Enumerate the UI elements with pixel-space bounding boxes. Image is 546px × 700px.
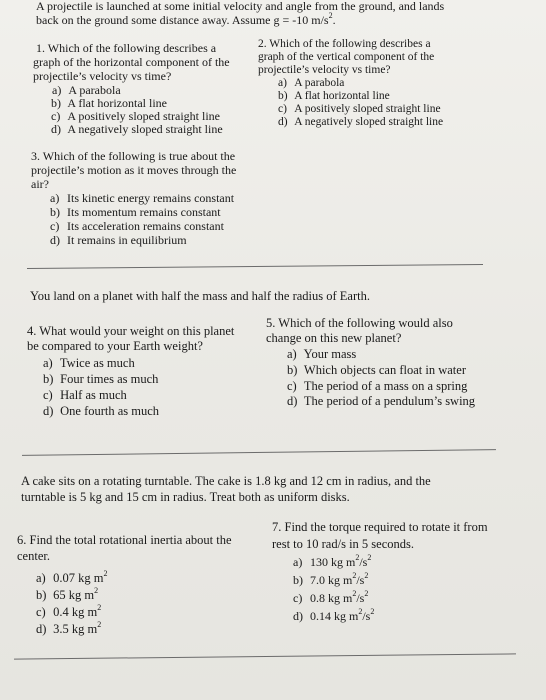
option-text: Your mass (303, 347, 357, 361)
q4-option-b (43, 373, 158, 386)
option-text: 7.0 kg m (310, 573, 353, 587)
option-text: It remains in equilibrium (67, 233, 187, 247)
option-label: c) (278, 103, 287, 115)
exponent: 2 (103, 568, 108, 578)
q7-option-c (293, 589, 369, 605)
option-label: a) (36, 571, 46, 585)
option-label: b) (51, 96, 61, 110)
option-label: d) (51, 122, 61, 136)
unit-tail: /s (362, 609, 371, 623)
option-text: The period of a pendulum’s swing (303, 394, 476, 408)
q1-line-3: projectile’s velocity vs time? (33, 69, 172, 83)
q7-option-d (293, 607, 375, 623)
q7-line-2: rest to 10 rad/s in 5 seconds. (272, 537, 414, 551)
q4-option-a (43, 357, 135, 370)
option-label: b) (278, 90, 288, 102)
q6-option-a (36, 568, 108, 585)
option-label: d) (287, 394, 298, 408)
q1-line-1: 1. Which of the following describes a (36, 41, 217, 55)
q6-option-d (36, 619, 102, 636)
option-label: d) (36, 622, 47, 636)
q3-line-2: projectile’s motion as it moves through the (31, 163, 237, 177)
option-text: 3.5 kg m (53, 622, 98, 636)
q2-option-d (278, 116, 443, 129)
intro-line-1: A projectile is launched at some initial velocity and angle from the ground, and lands (36, 0, 445, 13)
option-text: 0.14 kg m (310, 609, 359, 623)
q6-line-2: center. (17, 549, 50, 563)
q7-line-1: 7. Find the torque required to rotate it from (272, 520, 488, 534)
q6-line-1: 6. Find the total rotational inertia about the (17, 533, 232, 547)
option-label: c) (51, 109, 61, 123)
q2-line-1: 2. Which of the following describes a (258, 38, 431, 50)
divider-line-2 (22, 449, 496, 456)
option-text: The period of a mass on a spring (303, 379, 468, 393)
q5-option-d (287, 395, 475, 408)
option-text: Which objects can float in water (303, 363, 466, 377)
option-label: d) (50, 233, 60, 247)
q6-option-c (36, 602, 102, 619)
option-text: Twice as much (59, 356, 135, 370)
q2-option-a (278, 77, 344, 90)
option-text: A parabola (68, 83, 121, 97)
q3-line-1: 3. Which of the following is true about the (31, 149, 236, 163)
option-label: a) (43, 356, 53, 370)
cake-intro-line-1: A cake sits on a rotating turntable. The cake is 1.8 kg and 12 cm in radius, and the (21, 474, 431, 488)
exponent: 2 (367, 553, 372, 562)
q2-option-c (278, 103, 441, 116)
intro-line-2-text: back on the ground some distance away. Assume g = -10 m/s (36, 13, 329, 27)
q5-option-c (287, 380, 467, 393)
option-label: a) (278, 77, 287, 89)
q2-line-3: projectile’s velocity vs time? (258, 64, 391, 76)
option-label: a) (293, 555, 303, 569)
option-label: a) (287, 347, 297, 361)
option-text: A parabola (294, 77, 345, 89)
q7-option-a (293, 553, 372, 569)
unit-tail: /s (356, 573, 365, 587)
option-text: 0.4 kg m (53, 605, 98, 619)
q1-option-d (51, 123, 223, 136)
option-label: b) (50, 205, 60, 219)
option-label: c) (50, 219, 60, 233)
planet-intro: You land on a planet with half the mass and half the radius of Earth. (30, 289, 370, 303)
option-text: 65 kg m (53, 588, 95, 602)
intro-exponent: 2 (328, 11, 333, 20)
option-label: c) (43, 388, 53, 402)
option-label: c) (293, 591, 303, 605)
option-text: A positively sloped straight line (294, 103, 441, 115)
option-text: Its momentum remains constant (67, 205, 221, 219)
q4-option-d (43, 405, 159, 418)
exponent: 2 (358, 607, 363, 616)
q4-line-2: be compared to your Earth weight? (27, 339, 203, 353)
option-label: b) (293, 573, 303, 587)
option-text: A flat horizontal line (294, 90, 390, 102)
option-text: Its kinetic energy remains constant (67, 191, 235, 205)
q5-option-a (287, 348, 356, 361)
exponent: 2 (364, 589, 369, 598)
exponent: 2 (355, 553, 360, 562)
q5-line-2: change on this new planet? (266, 331, 402, 345)
q4-option-c (43, 389, 127, 402)
option-text: A negatively sloped straight line (294, 116, 444, 128)
divider-line-1 (27, 264, 483, 269)
exponent: 2 (97, 619, 102, 629)
option-text: A flat horizontal line (67, 96, 167, 110)
option-label: c) (287, 379, 297, 393)
intro-line-2 (36, 11, 336, 27)
q7-option-b (293, 571, 369, 587)
q4-line-1: 4. What would your weight on this planet (27, 324, 235, 338)
exponent: 2 (97, 602, 102, 612)
q6-option-b (36, 585, 99, 602)
option-label: d) (293, 609, 303, 623)
q3-option-b (50, 206, 221, 219)
option-text: Half as much (60, 388, 127, 402)
q3-option-a (50, 192, 234, 205)
q2-line-2: graph of the vertical component of the (258, 51, 435, 63)
unit-tail: /s (359, 555, 368, 569)
option-label: a) (50, 191, 60, 205)
option-label: a) (52, 83, 62, 97)
option-text: 130 kg m (310, 555, 356, 569)
intro-line-2-end: . (332, 13, 336, 27)
option-label: d) (278, 116, 288, 128)
cake-intro-line-2: turntable is 5 kg and 15 cm in radius. Treat both as uniform disks. (21, 490, 350, 504)
option-text: One fourth as much (60, 404, 160, 418)
exponent: 2 (364, 571, 369, 580)
q3-line-3: air? (31, 177, 49, 191)
q5-option-b (287, 364, 466, 377)
exponent: 2 (352, 589, 357, 598)
option-text: Its acceleration remains constant (67, 219, 224, 233)
option-text: 0.07 kg m (53, 571, 104, 585)
option-label: d) (43, 404, 54, 418)
option-text: 0.8 kg m (310, 591, 353, 605)
q3-option-c (50, 220, 224, 233)
option-label: c) (36, 605, 46, 619)
divider-line-3 (14, 653, 516, 659)
unit-tail: /s (356, 591, 365, 605)
q2-option-b (278, 90, 390, 103)
exponent: 2 (370, 607, 375, 616)
option-text: Four times as much (60, 372, 159, 386)
option-text: A negatively sloped straight line (67, 122, 223, 136)
option-label: b) (43, 372, 54, 386)
option-label: b) (36, 588, 47, 602)
exponent: 2 (352, 571, 357, 580)
option-text: A positively sloped straight line (67, 109, 220, 123)
q5-line-1: 5. Which of the following would also (266, 316, 453, 330)
q3-option-d (50, 234, 187, 247)
q1-line-2: graph of the horizontal component of the (33, 55, 230, 69)
exponent: 2 (94, 585, 99, 595)
option-label: b) (287, 363, 298, 377)
